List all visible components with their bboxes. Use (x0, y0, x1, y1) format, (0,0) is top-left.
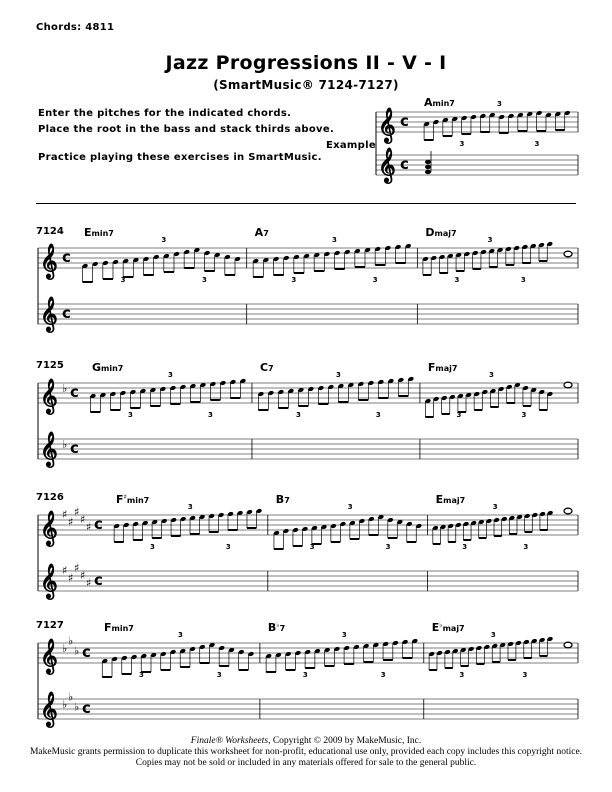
chord-symbol: B7 (275, 493, 290, 506)
footer-restriction: Copies may not be sold or included in any materials offered for sale to the general public. (135, 758, 477, 768)
sharp-sign: ♯ (80, 513, 86, 526)
sharp-sign: ♯ (86, 576, 92, 590)
common-time: c (82, 699, 91, 717)
triplet-mark: 3 (487, 236, 493, 244)
note-run (425, 382, 554, 417)
triplet-mark: 3 (207, 411, 213, 419)
triplet-mark: 3 (521, 411, 527, 419)
flat-sign: ♭ (74, 700, 80, 714)
treble-clef: 𝄞 (40, 379, 58, 414)
whole-note (564, 642, 572, 648)
triplet-mark: 3 (456, 411, 462, 419)
instruction-line: Practice playing these exercises in SmartMusic. (38, 152, 322, 163)
flat-sign: ♭ (68, 634, 74, 648)
triplet-mark: 3 (454, 276, 460, 284)
flat-sign: ♭ (68, 690, 74, 704)
triplet-mark: 3 (492, 503, 498, 511)
staff (38, 248, 578, 268)
triplet-mark: 3 (490, 631, 496, 639)
note-run (423, 110, 570, 140)
triplet-mark: 3 (291, 276, 297, 284)
whole-note (564, 251, 572, 257)
page-subtitle: (SmartMusic® 7124-7127) (213, 78, 399, 92)
exercise-number: 7126 (36, 492, 64, 503)
chord-symbol: Amin7 (424, 96, 455, 109)
triplet-mark: 3 (523, 543, 529, 551)
sharp-sign: ♯ (74, 505, 80, 519)
chord-symbol: $E^♭_{maj7}$ (431, 621, 465, 634)
triplet-mark: 3 (225, 543, 231, 551)
common-time: c (62, 304, 71, 322)
flat-sign: ♭ (62, 642, 68, 655)
instruction-line: Place the root in the bass and stack thirds above. (38, 124, 335, 135)
common-time: c (82, 643, 91, 661)
chord-symbol: Fmaj7 (427, 361, 458, 374)
treble-clef: 𝄞 (40, 564, 58, 599)
footer-permission: MakeMusic grants permission to duplicate this worksheet for non-profit, educational use only, provided each copy includes this copyright notice. (29, 747, 583, 757)
chord-symbol: C7 (259, 361, 274, 374)
flat-sign: ♭ (62, 382, 68, 395)
note-run (102, 642, 255, 677)
treble-clef: 𝄞 (40, 511, 58, 546)
chord-note (425, 170, 431, 174)
sharp-sign: ♯ (62, 564, 68, 577)
common-time: c (94, 515, 103, 533)
chord-symbol: Emaj7 (435, 493, 466, 506)
exercise-number: 7127 (36, 620, 64, 631)
chord-symbol: Dmaj7 (425, 226, 457, 239)
exercise-number: 7124 (36, 226, 64, 237)
treble-clef: 𝄞 (40, 432, 58, 467)
triplet-mark: 3 (335, 371, 341, 379)
triplet-mark: 3 (459, 671, 465, 679)
sharp-sign: ♯ (68, 571, 74, 585)
staff (38, 439, 578, 459)
triplet-mark: 3 (347, 503, 353, 511)
instruction-line: Enter the pitches for the indicated chords. (38, 108, 292, 119)
triplet-mark: 3 (309, 543, 315, 551)
triplet-mark: 3 (138, 671, 144, 679)
flat-sign: ♭ (62, 438, 68, 451)
triplet-mark: 3 (341, 631, 347, 639)
exercise-number: 7125 (36, 360, 64, 371)
chord-note (425, 165, 431, 169)
triplet-mark: 3 (375, 411, 381, 419)
triplet-mark: 3 (520, 276, 526, 284)
treble-clef: 𝄞 (40, 297, 58, 332)
triplet-mark: 3 (202, 276, 207, 284)
triplet-mark: 3 (372, 276, 378, 284)
common-time: c (94, 571, 103, 589)
staff (38, 571, 578, 591)
sharp-sign: ♯ (86, 520, 92, 534)
sharp-sign: ♯ (74, 561, 80, 575)
flat-sign: ♭ (74, 644, 80, 658)
sharp-sign: ♯ (68, 515, 74, 529)
triplet-mark: 3 (332, 236, 337, 244)
triplet-mark: 3 (497, 100, 502, 108)
triplet-mark: 3 (385, 543, 391, 551)
triplet-mark: 3 (302, 671, 308, 679)
common-time: c (400, 112, 409, 130)
triplet-mark: 3 (295, 411, 301, 419)
common-time: c (400, 155, 409, 173)
page-title: Jazz Progressions II - V - I (165, 52, 447, 74)
triplet-mark: 3 (127, 411, 133, 419)
chord-symbol: A7 (254, 226, 269, 239)
chords-id: Chords: 4811 (36, 22, 115, 33)
triplet-mark: 3 (380, 671, 386, 679)
triplet-mark: 3 (149, 543, 155, 551)
chord-symbol: Emin7 (84, 226, 114, 239)
treble-clef: 𝄞 (40, 244, 58, 279)
triplet-mark: 3 (216, 671, 222, 679)
triplet-mark: 3 (177, 631, 183, 639)
note-run (82, 247, 241, 282)
triplet-mark: 3 (167, 371, 173, 379)
triplet-mark: 3 (522, 671, 528, 679)
chord-symbol: $B^♭_7$ (267, 621, 286, 634)
triplet-mark: 3 (534, 140, 540, 148)
triplet-mark: 3 (488, 371, 494, 379)
flat-sign: ♭ (62, 698, 68, 711)
footer-copyright: , Copyright © 2009 by MakeMusic, Inc. (268, 736, 422, 746)
example-label: Example (326, 140, 376, 151)
treble-clef: 𝄞 (378, 108, 396, 143)
sharp-sign: ♯ (62, 508, 68, 521)
whole-note (564, 382, 572, 388)
staff (38, 699, 578, 719)
treble-clef: 𝄞 (40, 639, 58, 674)
triplet-mark: 3 (161, 236, 167, 244)
staff (38, 304, 578, 324)
triplet-mark: 3 (187, 503, 193, 511)
triplet-mark: 3 (459, 140, 465, 148)
triplet-mark: 3 (120, 276, 126, 284)
chord-symbol: $F^♯_{min7}$ (116, 493, 150, 506)
common-time: c (70, 439, 79, 457)
common-time: c (62, 248, 71, 266)
copyright-footer (0, 736, 612, 769)
note-run (273, 514, 422, 549)
footer-brand: Finale® Worksheets (190, 736, 269, 746)
triplet-mark: 3 (462, 543, 468, 551)
chord-note (425, 160, 431, 164)
treble-clef: 𝄞 (40, 692, 58, 727)
common-time: c (70, 383, 79, 401)
sharp-sign: ♯ (80, 569, 86, 582)
whole-note (564, 508, 572, 514)
chord-symbol: Fmin7 (104, 621, 134, 634)
chord-symbol: Gmin7 (92, 361, 124, 374)
treble-clef: 𝄞 (378, 148, 396, 183)
